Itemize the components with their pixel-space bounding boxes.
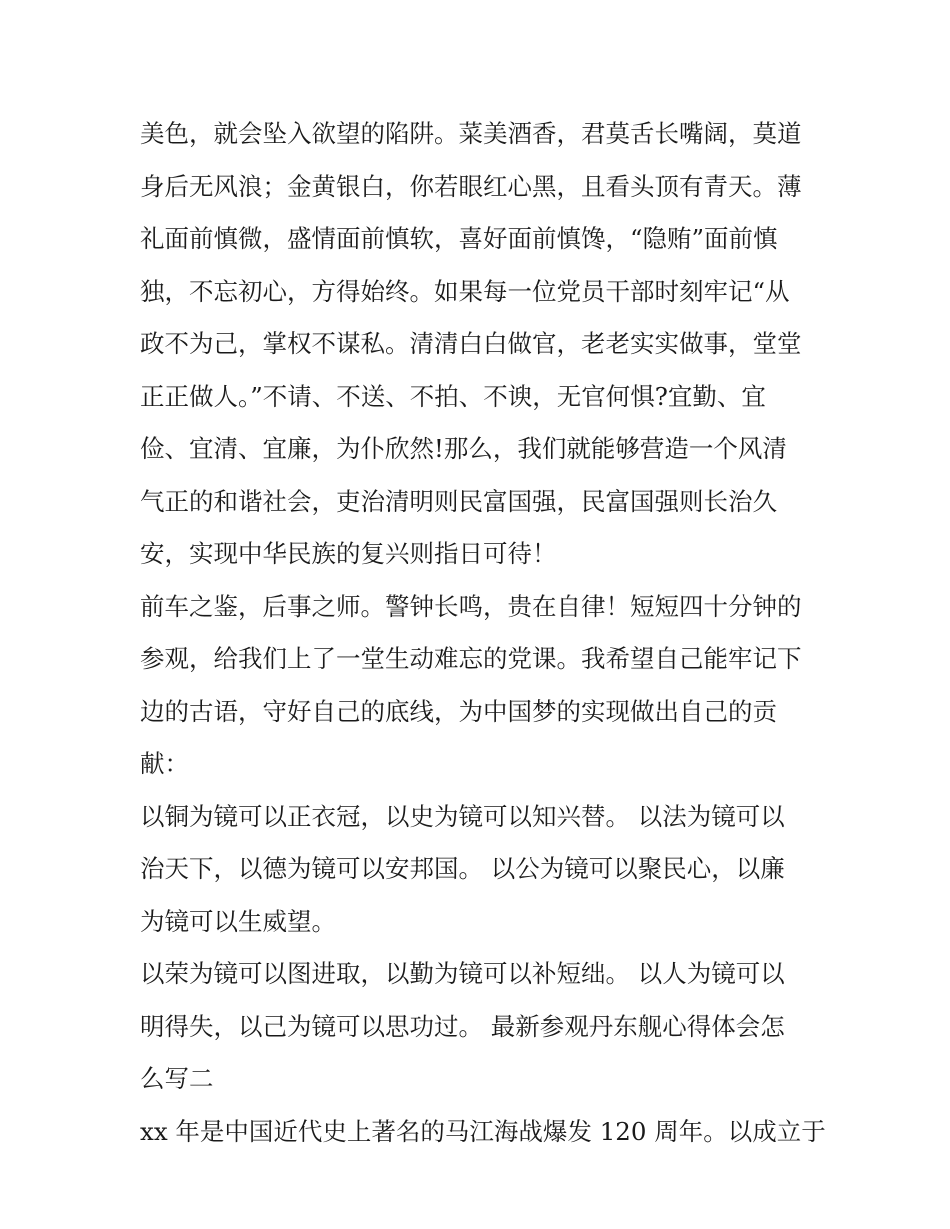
text-line: 独，不忘初心，方得始终。如果每一位党员干部时刻牢记“从 — [140, 276, 790, 306]
text-line: 气正的和谐社会，吏治清明则民富国强，民富国强则长治久 — [140, 486, 777, 516]
text-line: 政不为己，掌权不谋私。清清白白做官，老老实实做事，堂堂 — [140, 329, 802, 358]
text-line: 治天下，以德为镜可以安邦国。 以公为镜可以聚民心，以廉 — [140, 854, 785, 883]
text-line: 美色，就会坠入欲望的陷阱。菜美酒香，君莫舌长嘴阔，莫道 — [140, 119, 802, 148]
text-line: 礼面前慎微，盛情面前慎软，喜好面前慎馋，“隐贿”面前慎 — [140, 224, 778, 253]
text-line: 为镜可以生威望。 — [140, 906, 336, 936]
text-line: 前车之鉴，后事之师。警钟长鸣，贵在自律！短短四十分钟的 — [140, 591, 802, 621]
text-line: xx 年是中国近代史上著名的马江海战爆发 120 周年。以成立于 — [140, 1116, 826, 1146]
body-text — [140, 108, 826, 1158]
text-line: 身后无风浪；金黄银白，你若眼红心黑，且看头顶有青天。薄 — [140, 171, 802, 201]
text-line: 俭、宜清、宜廉，为仆欣然!那么，我们就能够营造一个风清 — [140, 434, 787, 463]
text-line: 明得失，以己为镜可以思功过。 最新参观丹东舰心得体会怎 — [140, 1011, 785, 1041]
text-line: 正正做人。”不请、不送、不拍、不谀，无官何惧?宜勤、宜 — [140, 381, 766, 411]
text-line: 安，实现中华民族的复兴则指日可待！ — [140, 539, 557, 568]
text-line: 以铜为镜可以正衣冠，以史为镜可以知兴替。 以法为镜可以 — [140, 801, 785, 831]
text-line: 么写二 — [140, 1064, 214, 1093]
text-line: 献： — [140, 749, 189, 778]
text-line: 以荣为镜可以图进取，以勤为镜可以补短绌。 以人为镜可以 — [140, 959, 785, 988]
text-line: 边的古语，守好自己的底线，为中国梦的实现做出自己的贡 — [140, 696, 777, 726]
text-line: 参观，给我们上了一堂生动难忘的党课。我希望自己能牢记下 — [140, 644, 802, 673]
